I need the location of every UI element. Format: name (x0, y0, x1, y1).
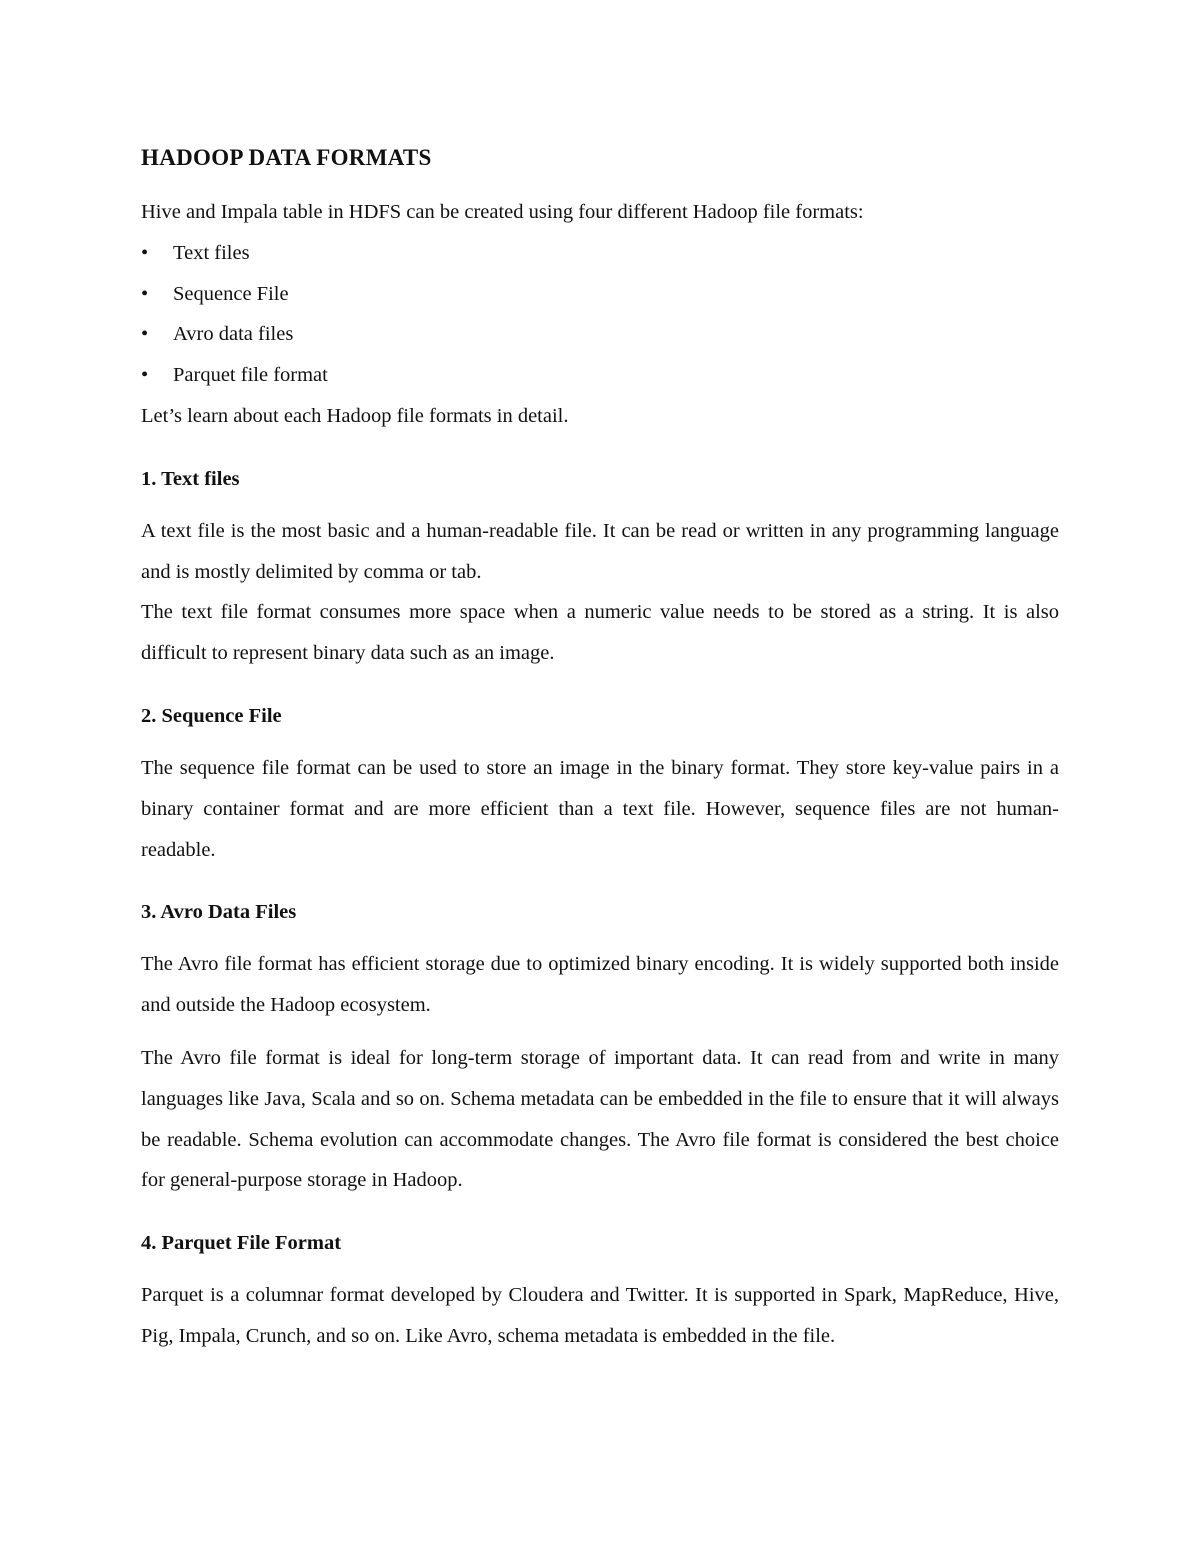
section-paragraph: The text file format consumes more space when a numeric value needs to be stored as a string. It is also difficult to represent binary data such as an image. (141, 601, 1059, 665)
list-item-label: Avro data files (173, 323, 294, 346)
format-list (141, 233, 1059, 396)
section-paragraph: The sequence file format can be used to store an image in the binary format. They store key-value pairs in a binary container format and are more efficient than a text file. However, sequence files are not human- readable. (141, 756, 1059, 861)
section-paragraph: The Avro file format has efficient storage due to optimized binary encoding. It is widely supported both inside and outside the Hadoop ecosystem. (141, 953, 1059, 1017)
section-paragraph: Parquet is a columnar format developed by Cloudera and Twitter. It is supported in Spark, MapReduce, Hive, Pig, Impala, Crunch, and so on. Like Avro, schema metadata is embedded in the file. (141, 1284, 1059, 1347)
section-heading-parquet-file-format: 4. Parquet File Format (141, 1232, 342, 1255)
bullet-icon: • (141, 241, 149, 264)
list-item (141, 314, 1059, 355)
document-title: HADOOP DATA FORMATS (141, 145, 432, 170)
bullet-icon: • (141, 364, 149, 387)
bullet-icon: • (141, 282, 149, 305)
section-paragraph: A text file is the most basic and a human-readable file. It can be read or written in any programming language and is mostly delimited by comma or tab. (141, 519, 1059, 583)
list-item-label: Sequence File (173, 282, 289, 305)
section-paragraph: The Avro file format is ideal for long-term storage of important data. It can read from and write in many languages like Java, Scala and so on. Schema metadata can be embedded in the file to ensure that it will always be readable. Schema evolution can accommodate changes. The Avro file format is considered the best choice for general-purpose storage in Hadoop. (141, 1046, 1059, 1192)
list-item (141, 274, 1059, 315)
list-item-label: Text files (173, 241, 250, 264)
section-heading-text-files: 1. Text files (141, 467, 240, 490)
list-item-label: Parquet file format (173, 364, 328, 387)
document-page (141, 140, 1059, 1357)
section-heading-avro-data-files: 3. Avro Data Files (141, 901, 297, 924)
list-item (141, 355, 1059, 396)
lead-in-paragraph: Let’s learn about each Hadoop file formats in detail. (141, 404, 569, 427)
intro-paragraph: Hive and Impala table in HDFS can be created using four different Hadoop file formats: (141, 201, 864, 223)
bullet-icon: • (141, 323, 149, 346)
section-heading-sequence-file: 2. Sequence File (141, 704, 282, 727)
list-item (141, 233, 1059, 274)
